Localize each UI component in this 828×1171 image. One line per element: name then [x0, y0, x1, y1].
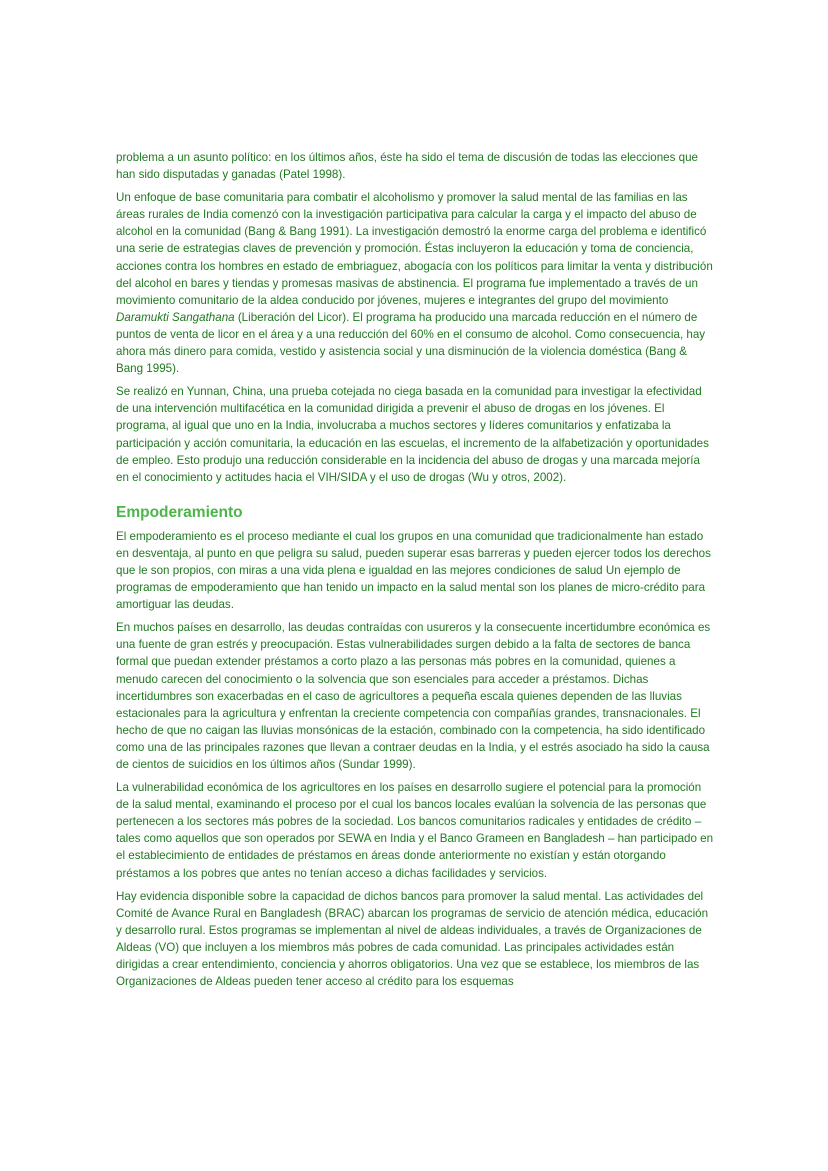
paragraph-debt-uncertainty: En muchos países en desarrollo, las deudas contraídas con usureros y la consecuente incertidumbre económica es una fuente de gran estrés y preocupación. Estas vulnerabilidades surgen debido a la falta de sectores de banca formal que puedan extender préstamos a corto plazo a las personas más pobres en la comunidad, quienes a menudo carecen del conocimiento o la solvencia que son esenciales para acceder a préstamos. Dichas incertidumbres son exacerbadas en el caso de agricultores a pequeña escala quienes dependen de las lluvias estacionales para la agricultura y enfrentan la creciente competencia con compañías grandes, transnacionales. El hecho de que no caigan las lluvias monsónicas de la estación, combinado con la competencia, ha sido identificado como una de las principales razones que llevan a contraer deudas en la India, y el estrés asociado ha sido la causa de cientos de suicidios en los últimos años (Sundar 1999). — [116, 621, 711, 771]
paragraph-text: Un enfoque de base comunitaria para combatir el alcoholismo y promover la salud mental de las familias en las áreas rurales de India comenzó con la investigación participativa para calcular la carga y el impacto del abuso de alcohol en la comunidad (Bang & Bang 1991). La investigación demostró la enorme carga del problema e identificó una serie de estrategias claves de prevención y promoción. Éstas incluyeron la educación y toma de conciencia, acciones contra los hombres en estado de embriaguez, abogacía con los políticos para limitar la venta y distribución del alcohol en bares y tiendas y promesas masivas de abstinencia. El programa fue implementado a través de un movimiento comunitario de la aldea conducido por jóvenes, mujeres e integrantes del grupo del movimiento — [116, 191, 713, 307]
section-heading: Empoderamiento — [116, 503, 243, 521]
paragraph-empowerment-definition: El empoderamiento es el proceso mediante el cual los grupos en una comunidad que tradicionalmente han estado en desventaja, al punto en que peligra su salud, pueden superar esas barreras y pueden ejercer todos los derechos que le son propios, con miras a una vida plena e igualdad en las mejores condiciones de salud Un ejemplo de programas de empoderamiento que han tenido un impacto en la salud mental son los planes de micro-crédito para amortiguar las deudas. — [116, 529, 711, 612]
paragraph-alcohol-politics: problema a un asunto político: en los últimos años, éste ha sido el tema de discusión de todas las elecciones que han sido disputadas y ganadas (Patel 1998). — [116, 151, 698, 182]
paragraph-community-alcohol-program — [116, 189, 714, 377]
movement-name: Daramukti Sangathana — [116, 310, 235, 324]
paragraph-yunnan-study: Se realizó en Yunnan, China, una prueba cotejada no ciega basada en la comunidad para investigar la efectividad de una intervención multifacética en la comunidad dirigida a prevenir el abuso de drogas en los jóvenes. El programa, al igual que uno en la India, involucraba a muchos sectores y líderes comunitarios y enfatizaba la participación y acción comunitaria, la educación en las escuelas, el incremento de la alfabetización y oportunidades de empleo. Esto produjo una reducción considerable en la incidencia del abuso de drogas y una marcada mejoría en el conocimiento y actitudes hacia el VIH/SIDA y el uso de drogas (Wu y otros, 2002). — [116, 385, 709, 484]
paragraph-economic-vulnerability: La vulnerabilidad económica de los agricultores en los países en desarrollo sugiere el potencial para la promoción de la salud mental, examinando el proceso por el cual los bancos locales evalúan la solvencia de las personas que pertenecen a los sectores más pobres de la sociedad. Los bancos comunitarios radicales y entidades de crédito – tales como aquellos que son operados por SEWA en India y el Banco Grameen en Bangladesh – han participado en el establecimiento de entidades de préstamos en áreas donde anteriormente no existían y están otorgando préstamos a los pobres que antes no tenían acceso a dichas facilidades y servicios. — [116, 781, 714, 880]
paragraph-text: (Liberación del Licor). El programa ha producido una marcada reducción en el número de puntos de venta de licor en el área y a una reducción del 60% en el consumo de alcohol. Como consecuencia, hay ahora más dinero para comida, vestido y asistencia social y una disminución de la violencia doméstica (Bang & Bang 1995). — [116, 310, 706, 376]
paragraph-brac-evidence: Hay evidencia disponible sobre la capacidad de dichos bancos para promover la salud mental. Las actividades del Comité de Avance Rural en Bangladesh (BRAC) abarcan los programas de servicio de atención médica, educación y desarrollo rural. Estos programas se implementan al nivel de aldeas individuales, a través de Organizaciones de Aldeas (VO) que incluyen a los miembros más pobres de cada comunidad. Las principales actividades están dirigidas a crear entendimiento, conciencia y ahorros obligatorios. Una vez que se establece, los miembros de las Organizaciones de Aldeas pueden tener acceso al crédito para los esquemas — [116, 889, 709, 989]
document-body — [116, 149, 714, 996]
